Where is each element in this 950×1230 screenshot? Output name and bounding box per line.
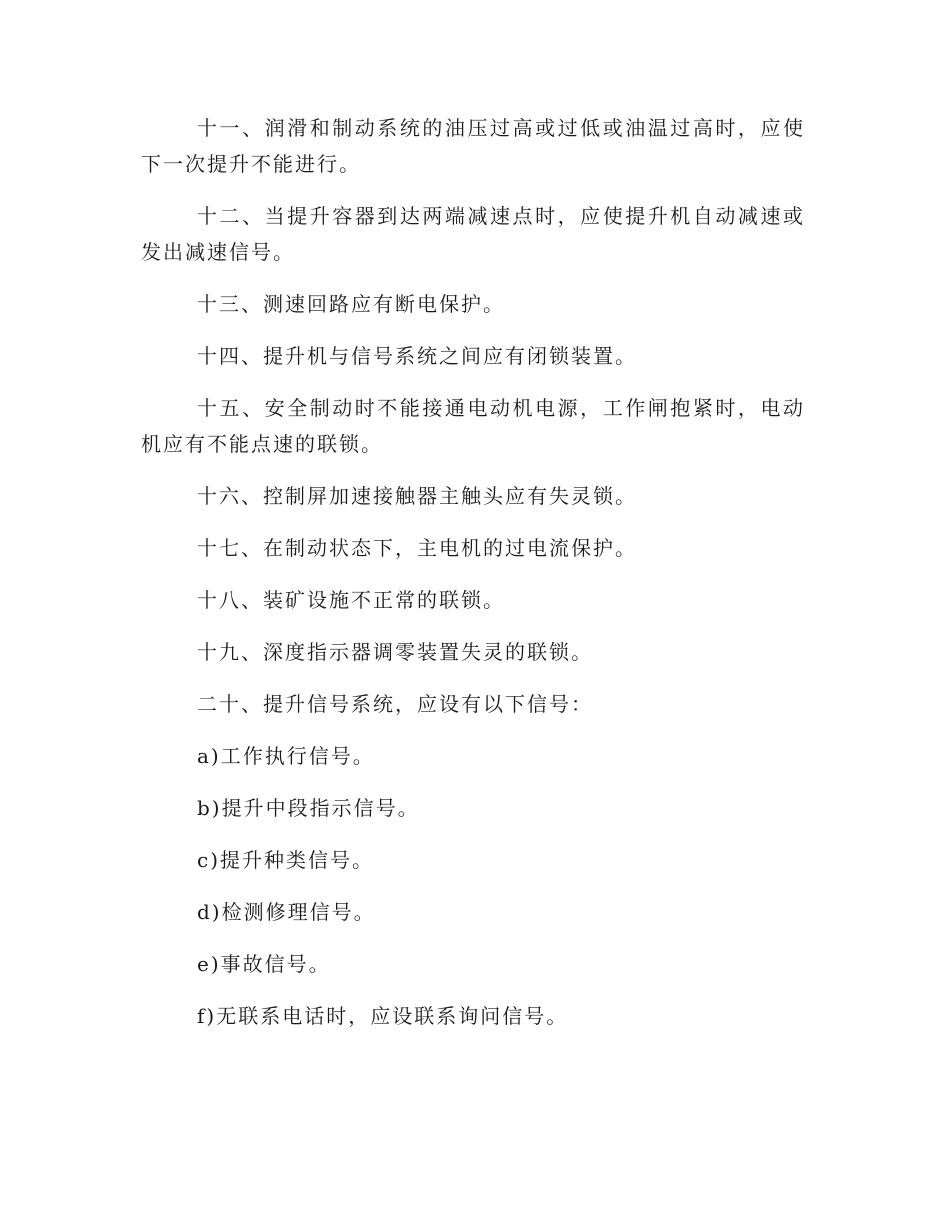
paragraph-16: 十六、控制屏加速接触器主触头应有失灵锁。 — [197, 484, 637, 508]
list-item-d: d)检测修理信号。 — [197, 900, 376, 924]
paragraph-13: 十三、测速回路应有断电保护。 — [197, 292, 505, 316]
list-item-b: b)提升中段指示信号。 — [197, 796, 420, 820]
paragraph-18: 十八、装矿设施不正常的联锁。 — [197, 588, 505, 612]
paragraph-14: 十四、提升机与信号系统之间应有闭锁装置。 — [197, 344, 637, 368]
paragraph-17: 十七、在制动状态下，主电机的过电流保护。 — [197, 536, 637, 560]
paragraph-11: 十一、润滑和制动系统的油压过高或过低或油温过高时，应使下一次提升不能进行。 — [141, 116, 805, 176]
paragraph-20: 二十、提升信号系统，应设有以下信号： — [197, 692, 593, 716]
paragraph-19: 十九、深度指示器调零装置失灵的联锁。 — [197, 640, 593, 664]
document-body — [141, 110, 805, 1050]
list-item-a: a)工作执行信号。 — [197, 744, 375, 768]
list-item-f: f)无联系电话时，应设联系询问信号。 — [197, 1004, 569, 1028]
list-item-e: e)事故信号。 — [197, 952, 331, 976]
list-item-c: c)提升种类信号。 — [197, 848, 375, 872]
paragraph-15: 十五、安全制动时不能接通电动机电源，工作闸抱紧时，电动机应有不能点速的联锁。 — [141, 396, 805, 456]
paragraph-12: 十二、当提升容器到达两端减速点时，应使提升机自动减速或发出减速信号。 — [141, 204, 805, 264]
